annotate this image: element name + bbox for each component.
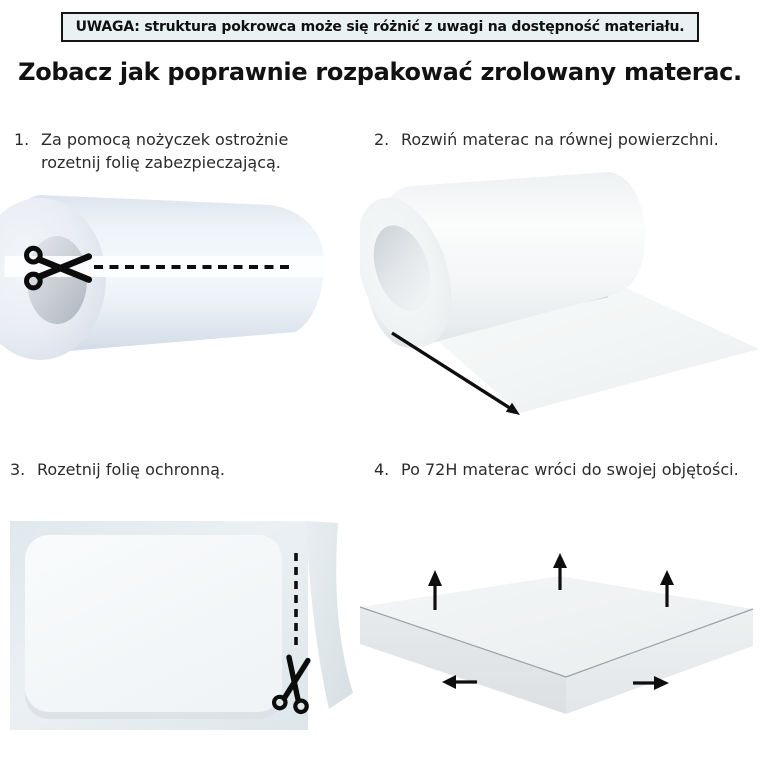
step-1-number: 1. bbox=[14, 130, 30, 149]
step-3-text: Rozetnij folię ochronną. bbox=[37, 460, 225, 479]
step-4-caption bbox=[374, 458, 754, 481]
cut-protective-film-illustration bbox=[0, 500, 360, 760]
notice-banner-row bbox=[0, 12, 760, 42]
rolled-mattress-illustration bbox=[0, 185, 350, 385]
step-4-number: 4. bbox=[374, 460, 390, 479]
step-3-caption bbox=[10, 458, 340, 481]
mattress bbox=[25, 535, 282, 712]
unrolling-mattress-illustration bbox=[360, 160, 760, 430]
step-2-caption bbox=[374, 128, 754, 151]
step-1-text: Za pomocą nożyczek ostrożnie rozetnij folię zabezpieczającą. bbox=[41, 130, 289, 172]
expanding-mattress-illustration bbox=[355, 520, 760, 760]
step-1-caption bbox=[14, 128, 344, 174]
film-flap bbox=[306, 521, 353, 709]
step-3-number: 3. bbox=[10, 460, 26, 479]
step-4-text: Po 72H materac wróci do swojej objętości. bbox=[401, 460, 739, 479]
step-2-number: 2. bbox=[374, 130, 390, 149]
step-2-text: Rozwiń materac na równej powierzchni. bbox=[401, 130, 719, 149]
notice-banner: UWAGA: struktura pokrowca może się różnić z uwagi na dostępność materiału. bbox=[61, 12, 700, 42]
page-title: Zobacz jak poprawnie rozpakować zrolowany materac. bbox=[18, 58, 742, 86]
